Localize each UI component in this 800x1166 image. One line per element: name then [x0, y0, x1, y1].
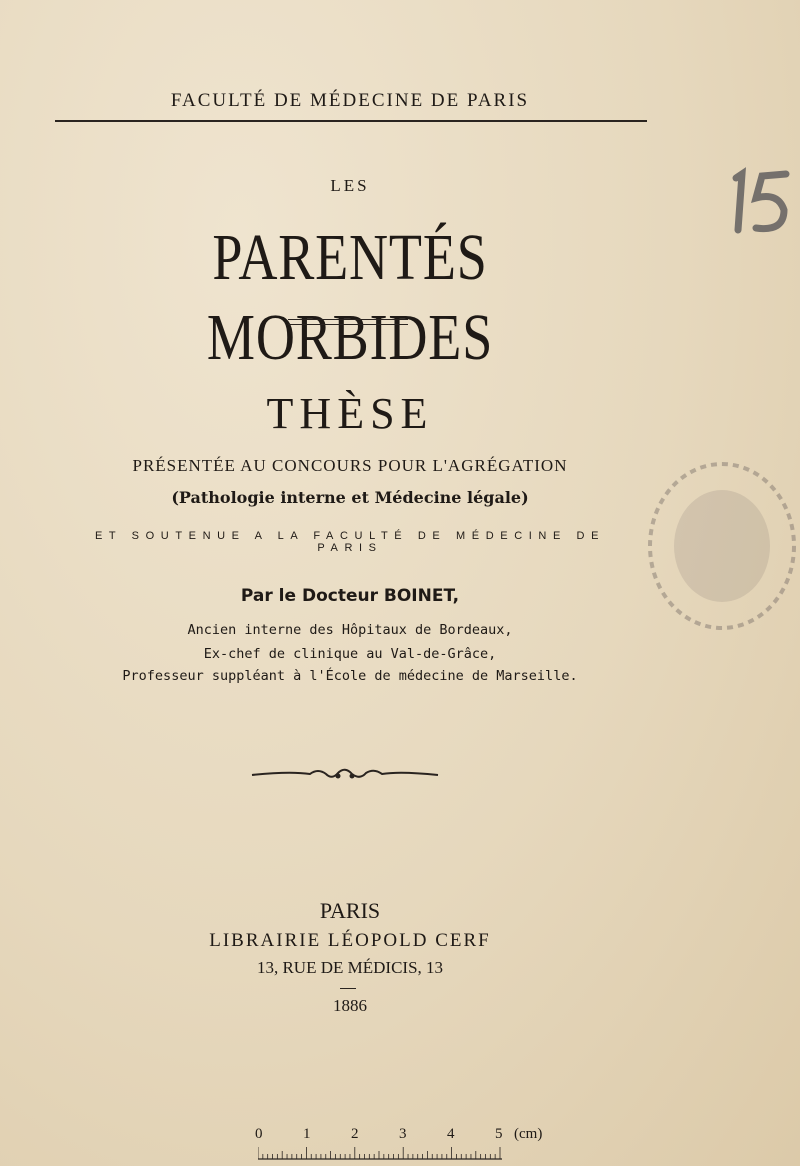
- thesis-defended-line: ET SOUTENUE A LA FACULTÉ DE MÉDECINE DE PARIS: [94, 530, 606, 554]
- scale-unit: (cm): [514, 1126, 543, 1142]
- ornament-divider: [250, 762, 440, 786]
- imprint-city: PARIS: [319, 898, 381, 923]
- author-byline: Par le Docteur BOINET,: [240, 586, 460, 606]
- scale-label: 3: [399, 1126, 407, 1142]
- scale-label: 4: [447, 1126, 455, 1142]
- author-credential: Ex-chef de clinique au Val-de-Grâce,: [203, 646, 497, 662]
- scale-bar: [258, 1146, 502, 1160]
- scale-label: 0: [255, 1126, 263, 1142]
- title-article: LES: [330, 176, 370, 195]
- author-credential: Professeur suppléant à l'École de médecine de Marseille.: [122, 668, 578, 684]
- main-title: PARENTÉS MORBIDES: [206, 221, 494, 374]
- shelfmark-number-icon: [722, 166, 800, 242]
- scale-label: 1: [303, 1126, 311, 1142]
- scale-labels: [250, 1126, 560, 1146]
- header-rule: [55, 120, 647, 122]
- imprint-publisher: LIBRAIRIE LÉOPOLD CERF: [209, 930, 491, 951]
- thesis-subject: (Pathologie interne et Médecine légale): [171, 488, 529, 507]
- title-double-rule: [288, 319, 408, 325]
- thesis-presented-line: PRÉSENTÉE AU CONCOURS POUR L'AGRÉGATION: [132, 456, 568, 475]
- scale-label: 2: [351, 1126, 359, 1142]
- imprint-short-rule: [340, 988, 356, 989]
- imprint-address: 13, RUE DE MÉDICIS, 13: [256, 958, 444, 977]
- scale-label: 5: [495, 1126, 503, 1142]
- thesis-heading: THÈSE: [266, 389, 434, 438]
- library-stamp-icon: [636, 458, 800, 638]
- faculty-header: FACULTÉ DE MÉDECINE DE PARIS: [170, 90, 530, 111]
- imprint-year: 1886: [333, 996, 367, 1015]
- author-credential: Ancien interne des Hôpitaux de Bordeaux,: [187, 622, 513, 638]
